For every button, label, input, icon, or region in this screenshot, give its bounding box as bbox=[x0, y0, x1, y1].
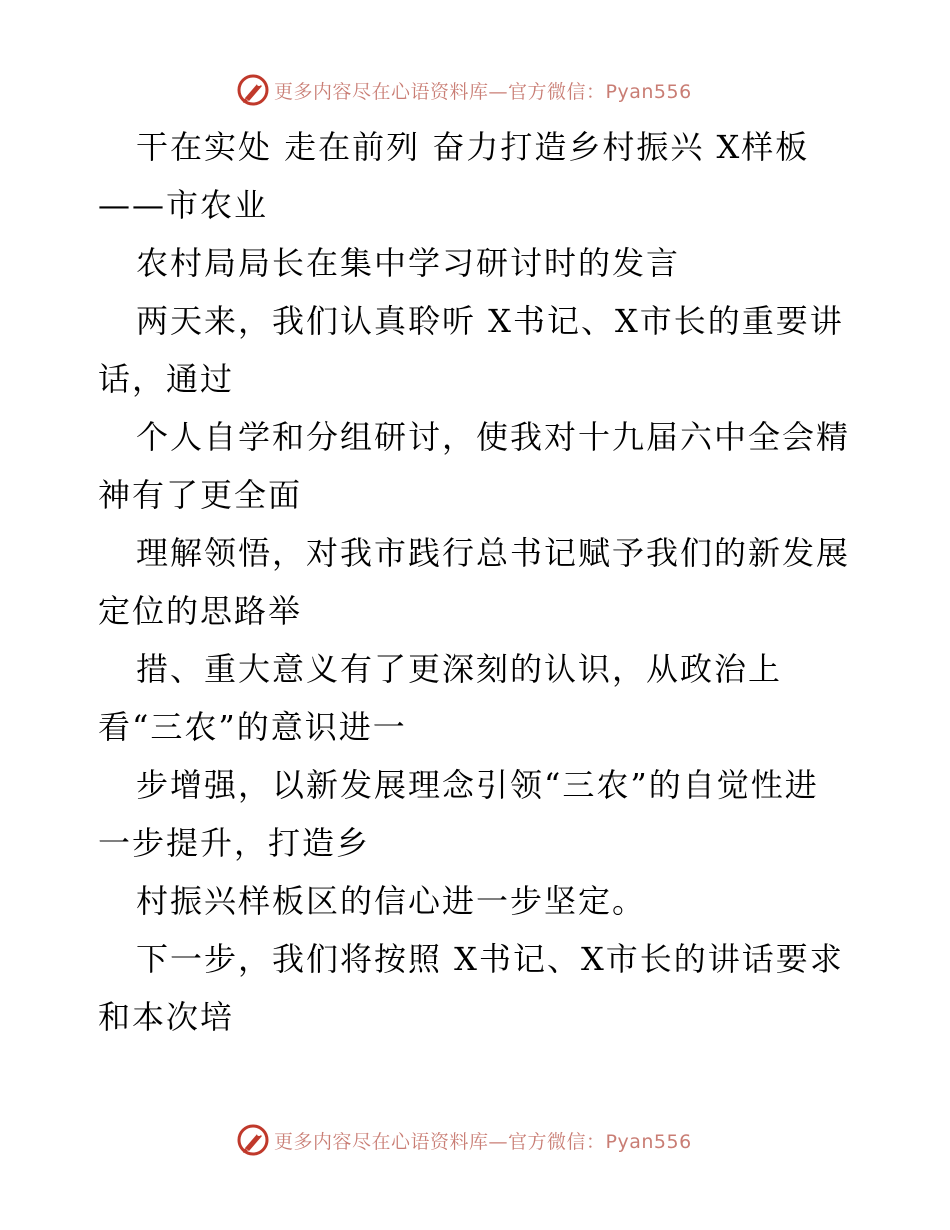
watermark-label: 更多内容尽在心语资料库—官方微信： bbox=[274, 80, 606, 103]
text-line: ——市农业 bbox=[98, 186, 269, 224]
watermark-footer bbox=[236, 1122, 692, 1158]
text-line: 村振兴样板区的信心进一步坚定。 bbox=[136, 882, 647, 920]
text-line: 和本次培 bbox=[98, 998, 235, 1036]
text-line: 神有了更全面 bbox=[98, 476, 303, 514]
text-line: 干在实处 走在前列 奋力打造乡村振兴 X样板 bbox=[136, 128, 810, 166]
text-line: 理解领悟，对我市践行总书记赋予我们的新发展 bbox=[136, 534, 851, 572]
document-body bbox=[98, 118, 858, 1046]
watermark-text bbox=[274, 77, 692, 104]
text-line: 一步提升，打造乡 bbox=[98, 824, 371, 862]
watermark-label: 更多内容尽在心语资料库—官方微信： bbox=[274, 1130, 606, 1153]
text-line: 看“三农”的意识进一 bbox=[98, 708, 407, 746]
text-line: 措、重大意义有了更深刻的认识，从政治上 bbox=[136, 650, 783, 688]
text-line: 农村局局长在集中学习研讨时的发言 bbox=[136, 244, 681, 282]
pen-logo-icon bbox=[236, 1123, 270, 1157]
text-line: 下一步，我们将按照 X书记、X市长的讲话要求 bbox=[136, 940, 844, 978]
watermark-header bbox=[236, 72, 692, 108]
watermark-handle: Pyan556 bbox=[605, 80, 692, 103]
text-line: 定位的思路举 bbox=[98, 592, 303, 630]
text-line: 个人自学和分组研讨，使我对十九届六中全会精 bbox=[136, 418, 851, 456]
text-line: 两天来，我们认真聆听 X书记、X市长的重要讲 bbox=[136, 302, 844, 340]
watermark-text bbox=[274, 1127, 692, 1154]
watermark-handle: Pyan556 bbox=[605, 1130, 692, 1153]
text-line: 步增强，以新发展理念引领“三农”的自觉性进 bbox=[136, 766, 819, 804]
pen-logo-icon bbox=[236, 73, 270, 107]
text-line: 话，通过 bbox=[98, 360, 235, 398]
